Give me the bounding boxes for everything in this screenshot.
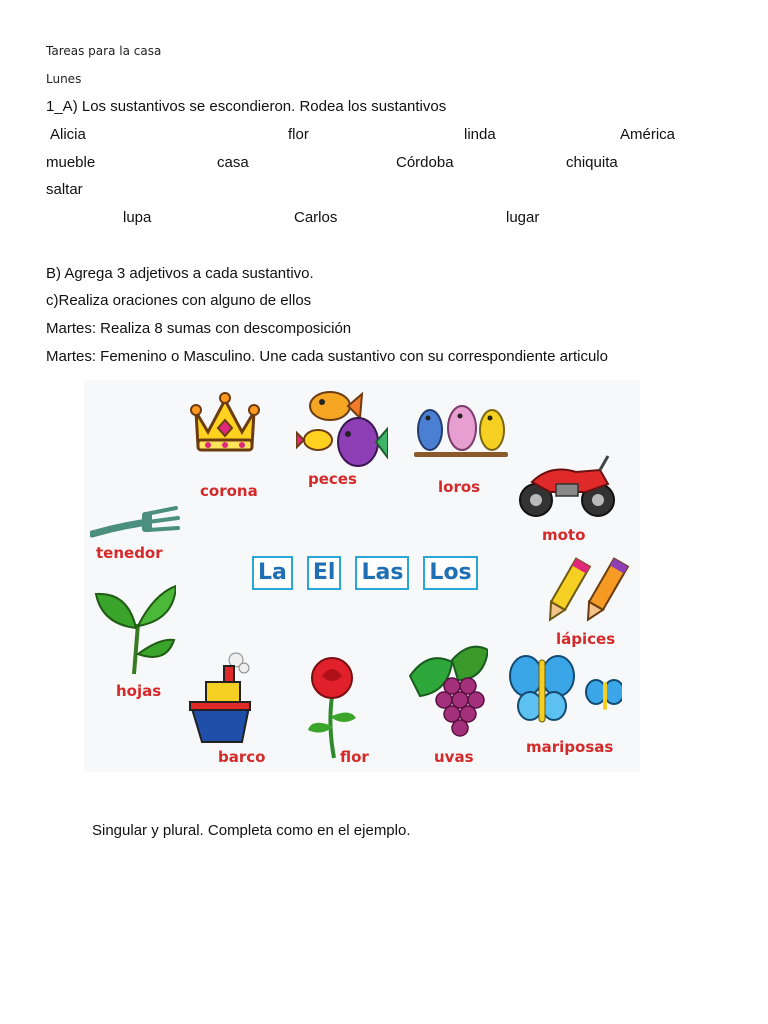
- label-corona: corona: [200, 482, 258, 500]
- article-box-las[interactable]: Las: [355, 556, 409, 590]
- martes-genero-instruction: Martes: Femenino o Masculino. Une cada sustantivo con su correspondiente articulo: [46, 348, 608, 365]
- word-item: Carlos: [294, 209, 338, 226]
- boat-icon: [188, 650, 254, 746]
- article-boxes: [252, 556, 478, 590]
- singular-plural-instruction: Singular y plural. Completa como en el ejemplo.: [92, 822, 411, 839]
- word-item: saltar: [46, 181, 83, 198]
- word-item: lugar: [506, 209, 540, 226]
- label-mariposas: mariposas: [526, 738, 614, 756]
- rose-icon: [306, 656, 358, 760]
- word-item: lupa: [123, 209, 152, 226]
- label-loros: loros: [438, 478, 481, 496]
- parrot-icon: [414, 396, 508, 472]
- day-label-lunes: Lunes: [46, 72, 82, 86]
- label-lapices: lápices: [556, 630, 616, 648]
- leaves-icon: [94, 584, 176, 676]
- exercise-b-instruction: B) Agrega 3 adjetivos a cada sustantivo.: [46, 265, 314, 282]
- label-flor: flor: [340, 748, 369, 766]
- word-item: chiquita: [566, 154, 618, 171]
- butterfly-icon: [508, 652, 622, 730]
- word-item: América: [620, 126, 676, 143]
- label-peces: peces: [308, 470, 357, 488]
- exercise-c-instruction: c)Realiza oraciones con alguno de ellos: [46, 292, 312, 309]
- grapes-icon: [408, 640, 488, 744]
- word-item: linda: [464, 126, 496, 143]
- word-item: mueble: [46, 154, 96, 171]
- label-moto: moto: [542, 526, 586, 544]
- label-hojas: hojas: [116, 682, 162, 700]
- article-box-el[interactable]: El: [307, 556, 342, 590]
- martes-sumas-instruction: Martes: Realiza 8 sumas con descomposición: [46, 320, 352, 337]
- article-box-la[interactable]: La: [252, 556, 293, 590]
- fork-icon: [90, 504, 180, 542]
- page-title: Tareas para la casa: [46, 44, 162, 58]
- word-item: Córdoba: [396, 154, 454, 171]
- word-item: casa: [217, 154, 249, 171]
- word-item: Alicia: [50, 126, 86, 143]
- word-item: flor: [288, 126, 309, 143]
- pencils-icon: [542, 556, 632, 626]
- exercise-1a-instruction: 1_A) Los sustantivos se escondieron. Rodea los sustantivos: [46, 98, 447, 115]
- label-barco: barco: [218, 748, 266, 766]
- label-uvas: uvas: [434, 748, 474, 766]
- crown-icon: [188, 390, 262, 454]
- article-matching-figure: [84, 380, 640, 772]
- label-tenedor: tenedor: [96, 544, 163, 562]
- fish-icon: [296, 384, 388, 472]
- article-box-los[interactable]: Los: [423, 556, 477, 590]
- motorcycle-icon: [516, 448, 618, 520]
